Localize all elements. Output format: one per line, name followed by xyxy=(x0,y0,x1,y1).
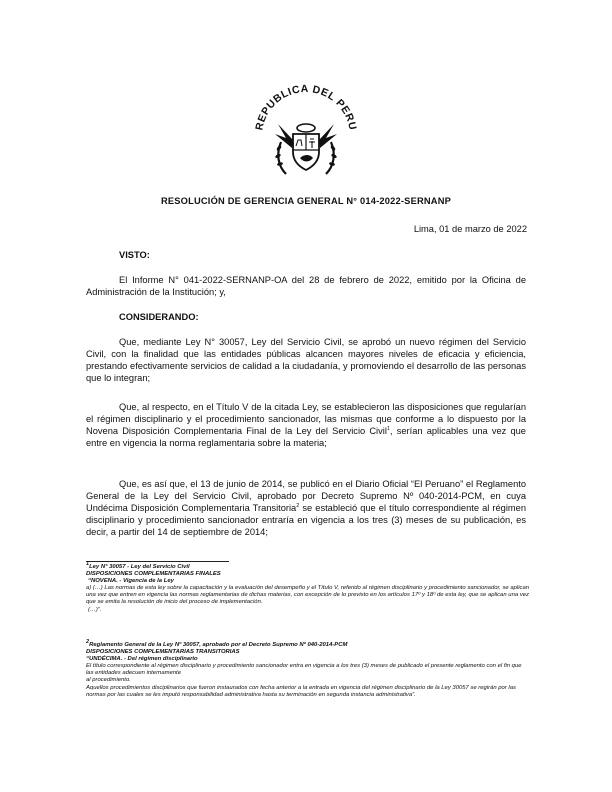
visto-heading: VISTO: xyxy=(119,250,150,260)
resolution-title: RESOLUCIÓN DE GERENCIA GENERAL N° 014-2022-SERNANP xyxy=(160,196,452,206)
visto-paragraph: El Informe N° 041-2022-SERNANP-OA del 28 de febrero de 2022, emitido por la Oficina de Administración de la Institución; y, xyxy=(86,275,526,298)
resolution-date: Lima, 01 de marzo de 2022 xyxy=(413,224,527,234)
considerando-heading: CONSIDERANDO: xyxy=(119,312,199,322)
footnote-1: $^1$Ley N° 30057 - Ley del Servicio Civil DISPOSICIONES COMPLEMENTARIAS FINALES “NOVENA. - Vigencia de la Ley a) (…) Las normas de esta ley sobre la capacitación y la evaluación del desempeño y el Título V, referido al régimen disciplinario y procedimiento sancionador, se aplican una vez que entren en vigencia las normas reglamentarias de dichas materias, con excepción de lo previsto en los artículos 17º y 18º de esta ley, que se aplican una vez que se emita la resolución de inicio del proceso de implementación. (…)”. xyxy=(86,561,529,613)
footnote-separator xyxy=(86,561,229,562)
coat-of-arms-icon xyxy=(248,78,364,182)
footnote-ref-2[interactable]: 2 xyxy=(296,503,300,510)
considerando-paragraph-3: Que, es así que, el 13 de junio de 2014, se publicó en el Diario Oficial “El Peruano” el Reglamento General de la Ley del Servicio Civil, aprobado por Decreto Supremo Nº 040-2014-PCM, en cuya Undécima Disposición Complementaria Transitoria$^2$ se estableció que el título correspondiente al régimen disciplinario y procedimiento sancionador entraría en vigencia a los tres (3) meses de su publicación, es decir, a partir del 14 de septiembre de 2014; xyxy=(86,479,526,538)
footnote-2: $^2$Reglamento General de la Ley Nº 30057, aprobado por el Decreto Supremo Nº 040-2014-PCM DISPOSICIONES COMPLEMENTARIAS TRANSITORIAS “UNDÉCIMA. - Del régimen disciplinario El título correspondiente al régimen disciplinario y procedimiento sancionador entra en vigencia a los tres (3) meses de publicado el presente reglamento con el fin que las entidades adecuen internamente al procedimiento. Aquellos procedimientos disciplinarios que fueron instaurados con fecha anterior a la entrada en vigencia del régimen disciplinario de la Ley 30057 se regirán por las normas por las cuales se les imputó responsabilidad administrativa hasta su terminación en segunda instancia administrativa”. xyxy=(86,639,522,698)
seal-text: REPUBLICA DEL PERU xyxy=(253,82,359,132)
footnote-ref-1[interactable]: 1 xyxy=(386,426,390,433)
considerando-paragraph-2: Que, al respecto, en el Título V de la citada Ley, se establecieron las disposiciones que regularían el régimen disciplinario y el procedimiento sancionador, las mismas que conforme a lo dispuesto por la Novena Disposición Complementaria Final de la Ley del Servicio Civil$^1$, serían aplicables una vez que entre en vigencia la norma reglamentaria sobre la materia; xyxy=(86,402,526,449)
considerando-paragraph-1: Que, mediante Ley N° 30057, Ley del Servicio Civil, se aprobó un nuevo régimen del Servicio Civil, con la finalidad que las entidades públicas alcancen mayores niveles de eficacia y eficiencia, prestando efectivamente servicios de calidad a la ciudadanía, y promoviendo el desarrollo de las personas que lo integran; xyxy=(86,337,526,384)
